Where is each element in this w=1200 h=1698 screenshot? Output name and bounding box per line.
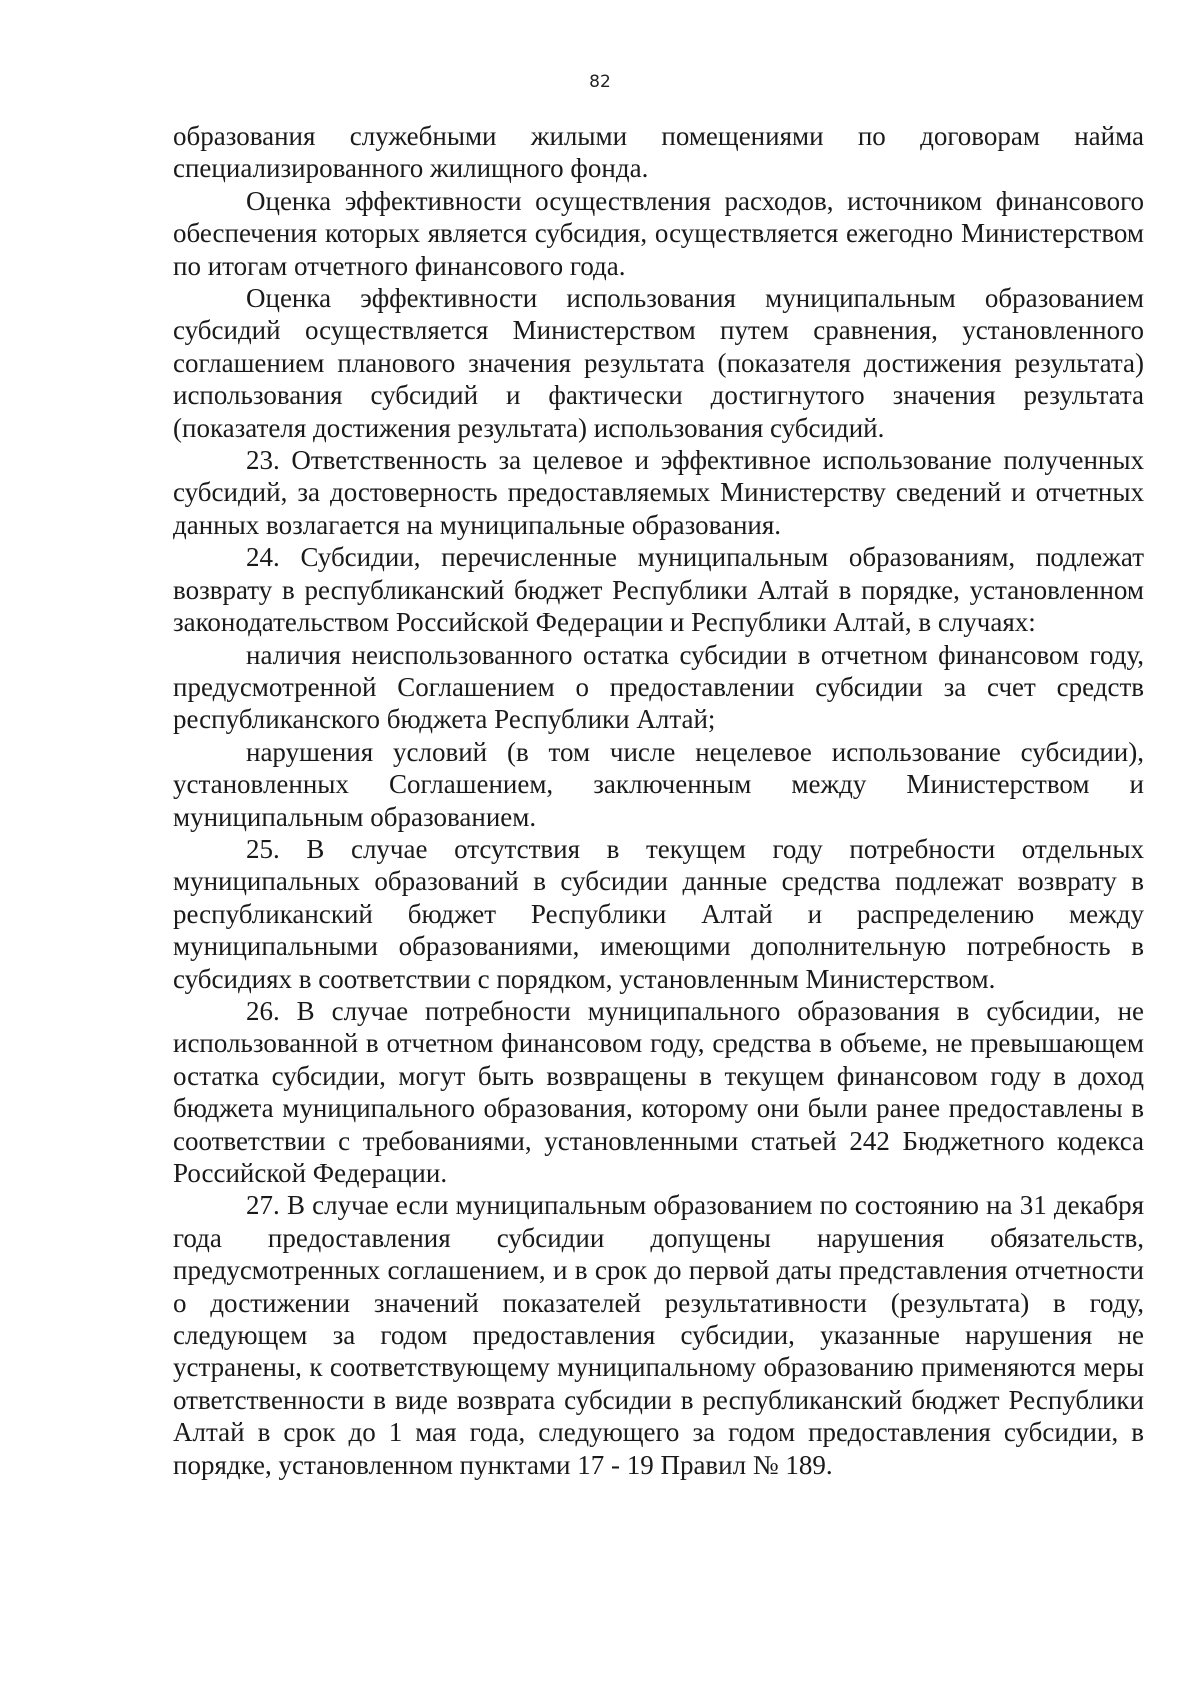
paragraph-item-23: 23. Ответственность за целевое и эффективное использование полученных субсидий, за достоверность предоставляемых Министерству сведений и отчетных данных возлагается на муниципальные образования. xyxy=(173,445,1144,540)
paragraph-case-unused-balance: наличия неиспользованного остатка субсидии в отчетном финансовом году, предусмотренной Соглашением о предоставлении субсидии за счет средств республиканского бюджета Республики Алтай; xyxy=(173,639,1144,735)
paragraph-item-26: 26. В случае потребности муниципального образования в субсидии, не использованной в отчетном финансовом году, средства в объеме, не превышающем остатка субсидии, могут быть возвращены в текущем финансовом году в доход бюджета муниципального образования, которому они были ранее предоставлены в соответствии с требованиями, установленными статьей 242 Бюджетного кодекса Российской Федерации. xyxy=(173,995,1144,1188)
paragraph-efficiency-assessment: Оценка эффективности осуществления расходов, источником финансового обеспечения которых является субсидия, осуществляется ежегодно Министерством по итогам отчетного финансового года. xyxy=(173,185,1144,281)
paragraph-usage-assessment: Оценка эффективности использования муниципальным образованием субсидий осуществляется Министерством путем сравнения, установленного соглашением планового значения результата (показателя достижения результата) использования субсидий и фактически достигнутого значения результата (показателя достижения результата) использования субсидий. xyxy=(173,283,1144,443)
page-number: 82 xyxy=(589,72,611,92)
document-body xyxy=(173,120,1144,1481)
paragraph-item-24: 24. Субсидии, перечисленные муниципальным образованиям, подлежат возврату в республиканский бюджет Республики Алтай в порядке, установленном законодательством Российской Федерации и Республики Алтай, в случаях: xyxy=(173,542,1144,638)
paragraph-item-25: 25. В случае отсутствия в текущем году потребности отдельных муниципальных образований в субсидии данные средства подлежат возврату в республиканский бюджет Республики Алтай и распределению между муниципальными образованиями, имеющими дополнительную потребность в субсидиях в соответствии с порядком, установленным Министерством. xyxy=(173,833,1144,994)
paragraph-case-violation: нарушения условий (в том числе нецелевое использование субсидии), установленных Соглашением, заключенным между Министерством и муниципальным образованием. xyxy=(173,736,1144,832)
paragraph-item-27: 27. В случае если муниципальным образованием по состоянию на 31 декабря года предоставления субсидии допущены нарушения обязательств, предусмотренных соглашением, и в срок до первой даты представления отчетности о достижении значений показателей результативности (результата) в году, следующем за годом предоставления субсидии, указанные нарушения не устранены, к соответствующему муниципальному образованию применяются меры ответственности в виде возврата субсидии в республиканский бюджет Республики Алтай в срок до 1 мая года, следующего за годом предоставления субсидии, в порядке, установленном пунктами 17 - 19 Правил № 189. xyxy=(173,1190,1144,1480)
paragraph-continuation: образования служебными жилыми помещениями по договорам найма специализированного жилищного фонда. xyxy=(173,121,1144,184)
